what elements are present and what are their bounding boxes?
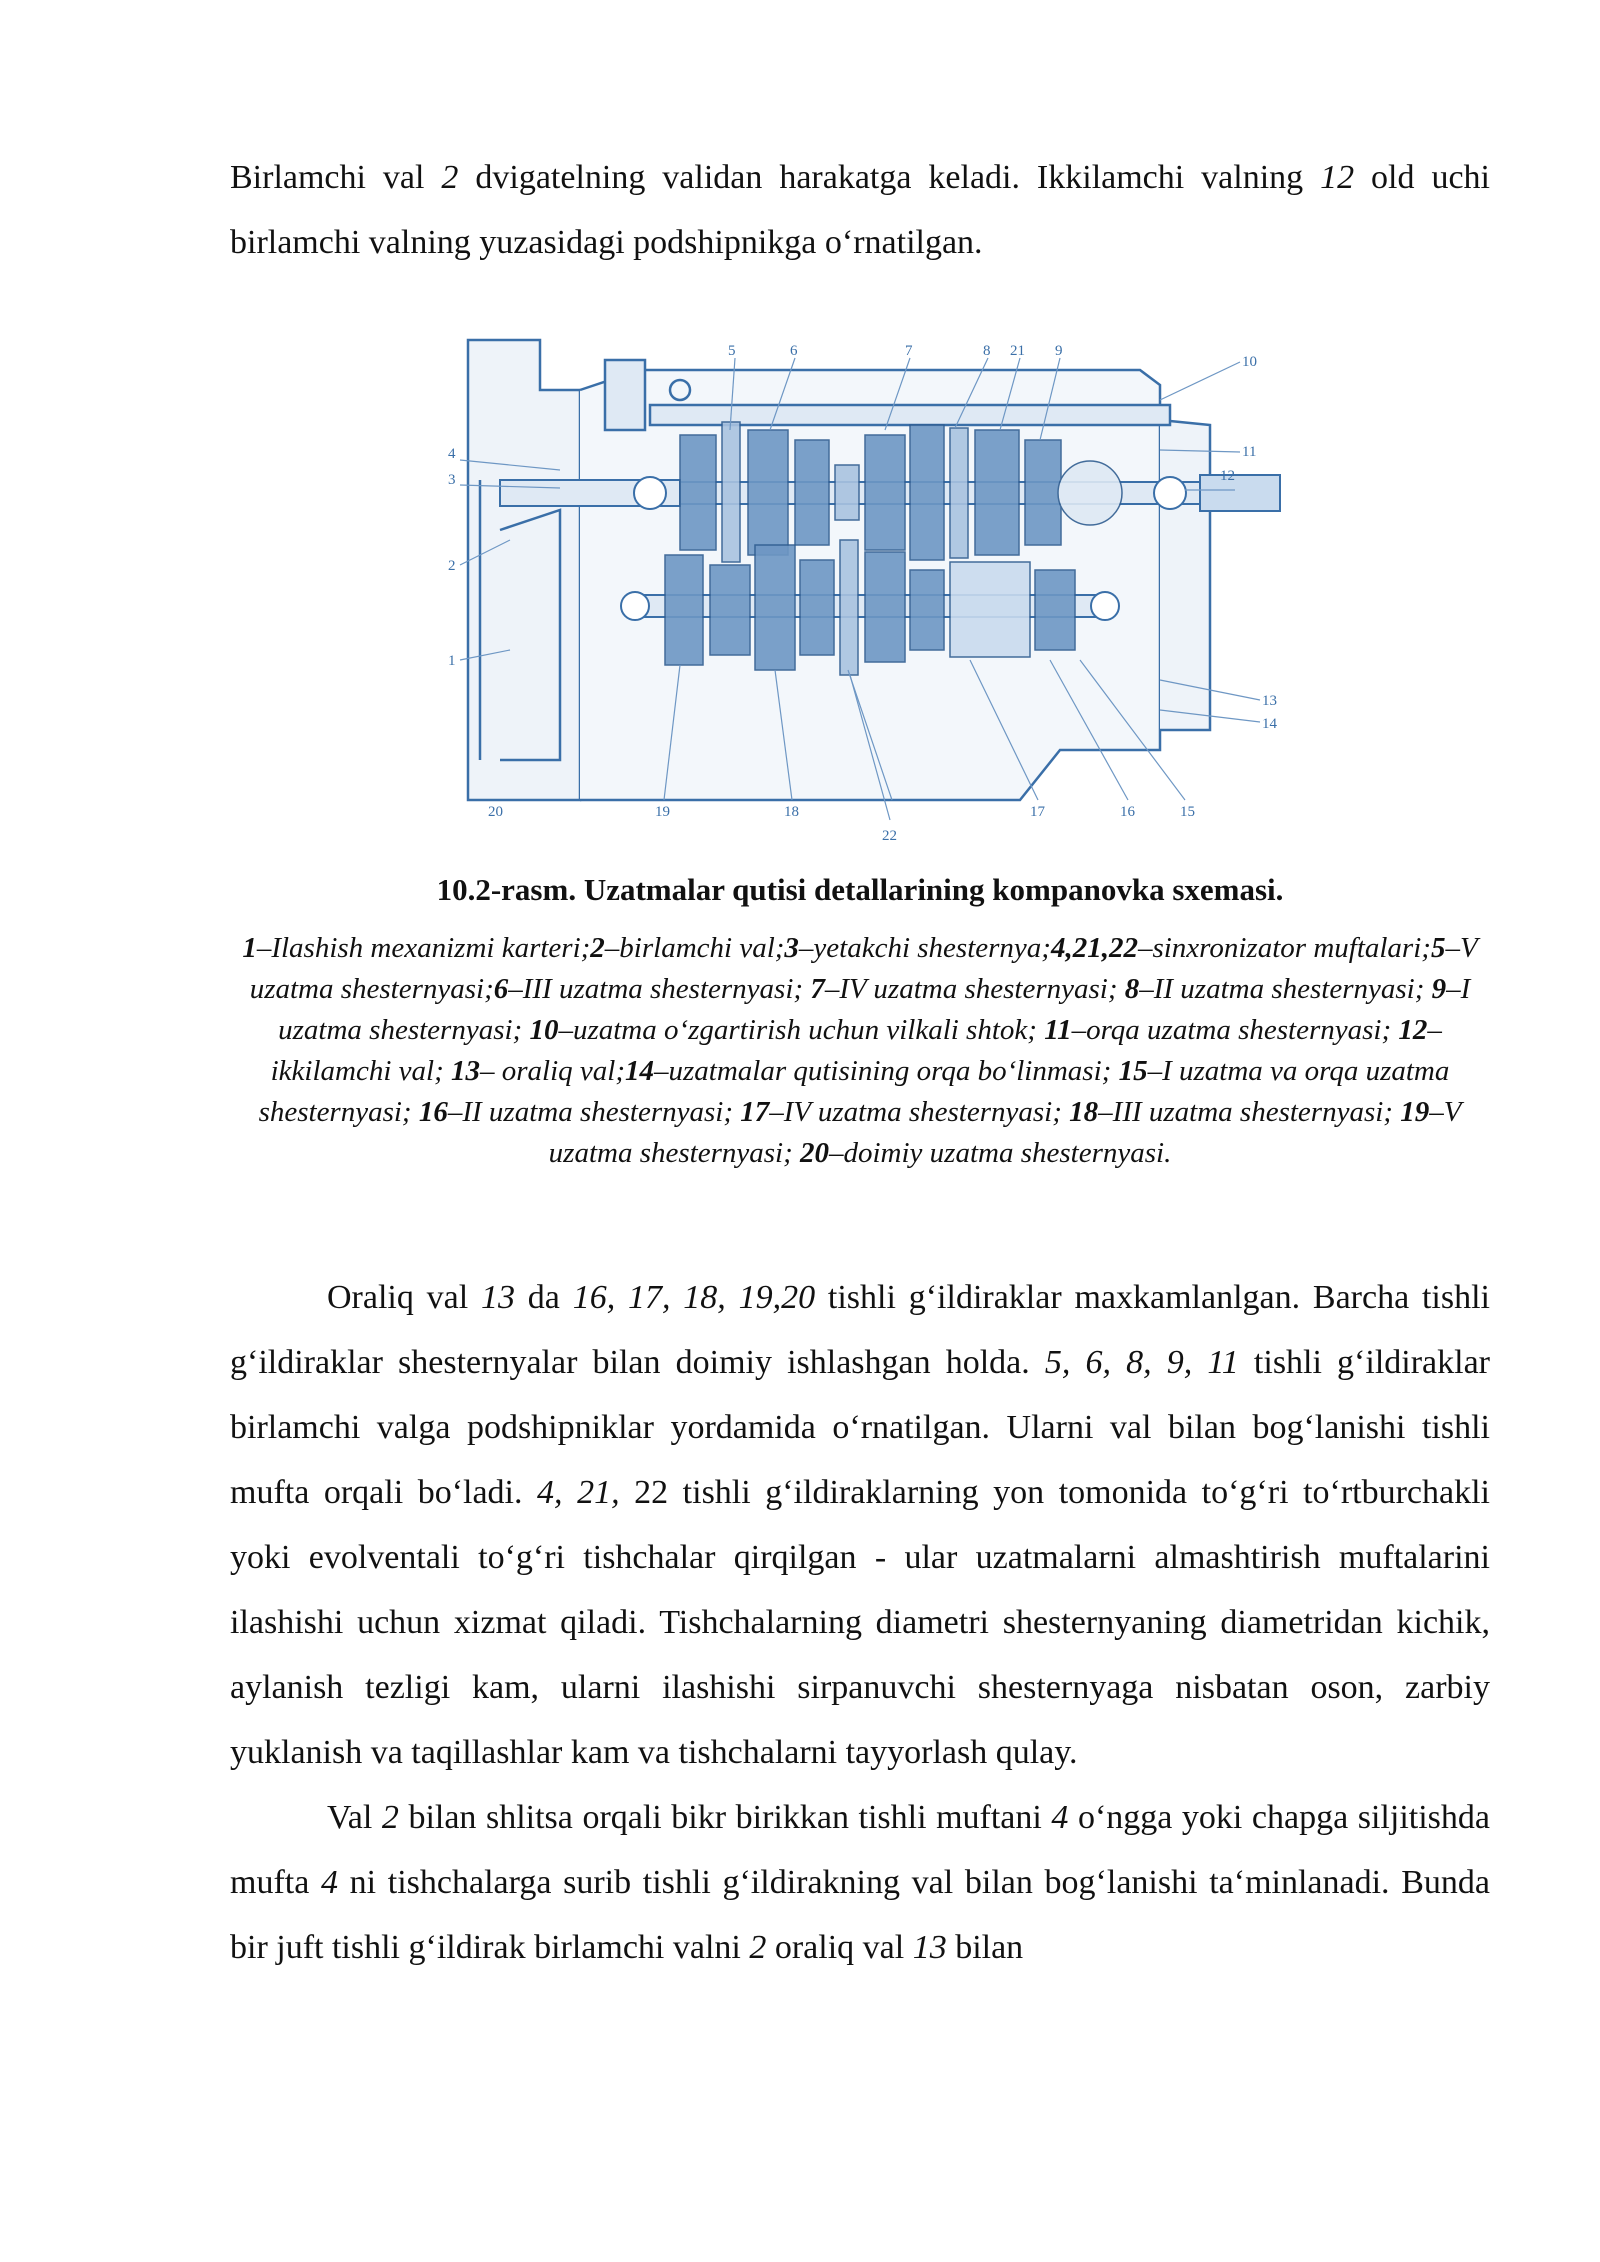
legend-number: 12 [1398, 1014, 1428, 1046]
part-label: 2 [448, 558, 456, 574]
paragraph-val-2 [230, 1785, 1490, 1980]
text: tishli g‘ildiraklar maxkamlanlgan. Barcha tishli g‘ildiraklar shesternyalar bilan doimiy ishlashgan holda. [230, 1279, 1491, 1381]
ref-number: 4, 21, [537, 1474, 620, 1511]
legend-number: 18 [1069, 1096, 1099, 1128]
part-label: 4 [448, 446, 456, 462]
legend-number: 17 [740, 1096, 770, 1128]
legend-number: 6 [493, 973, 509, 1005]
legend-text: –IV uzatma shesternyasi; [769, 1096, 1070, 1128]
text: tishli g‘ildiraklar birlamchi valga podshipniklar yordamida o‘rnatilgan. Ularni val bilan bog‘lanishi tishli mufta orqali bo‘ladi. [230, 1344, 1490, 1511]
part-label: 21 [1010, 343, 1025, 359]
ref-number: 5, 6, 8, 9, 11 [1044, 1344, 1239, 1381]
text: Val [327, 1799, 382, 1836]
text: ni tishchalarga surib tishli g‘ildirakning val bilan bog‘lanishi ta‘minlanadi. Bunda bir juft tishli g‘ildirak birlamchi valni [230, 1864, 1490, 1966]
text: Oraliq val [327, 1279, 481, 1316]
ref-number: 2 [381, 1799, 399, 1836]
ref-number: 2 [441, 159, 459, 196]
part-label: 22 [882, 828, 897, 844]
legend-number: 14 [624, 1055, 654, 1087]
legend-text: –ikkilamchi val; [270, 1014, 1442, 1087]
legend-number: 11 [1044, 1014, 1072, 1046]
legend-text: –V uzatma shesternyasi; [548, 1096, 1462, 1169]
ref-number: 13 [912, 1929, 947, 1966]
text: bilan [946, 1929, 1024, 1966]
legend-text: –III uzatma shesternyasi; [508, 973, 811, 1005]
text: Birlamchi val [230, 159, 442, 196]
legend-number: 8 [1124, 973, 1140, 1005]
paragraph-oraliq-val [230, 1265, 1490, 1785]
legend-number: 19 [1400, 1096, 1430, 1128]
legend-number: 2 [590, 932, 605, 964]
legend-number: 5 [1430, 932, 1446, 964]
part-label: 14 [1262, 716, 1277, 732]
housing [468, 340, 1210, 800]
part-label: 19 [655, 804, 670, 820]
legend-text: –sinxronizator muftalari; [1137, 932, 1431, 964]
text: oraliq val [766, 1929, 913, 1966]
legend-number: 10 [529, 1014, 559, 1046]
part-label: 20 [488, 804, 503, 820]
part-label: 15 [1180, 804, 1195, 820]
gearbox-diagram [440, 330, 1310, 850]
text: 22 tishli g‘ildiraklarning yon tomonida to‘g‘ri to‘rtburchakli yoki evolventali to‘g‘ri tishchalar qirqilgan - ular uzatmalarni almashtirish muftalarini ilashishi uchun xizmat qiladi. Tishchalarning diametri shesternyaning diametridan kichik, aylanish tezligi kam, ularni ilashishi sirpanuvchi shesternyaga nisbatan oson, zarbiy yuklanish va taqillashlar kam va tishchalarni tayyorlash qulay. [230, 1474, 1491, 1771]
legend-text: –birlamchi val; [604, 932, 785, 964]
ref-number: 12 [1320, 159, 1355, 196]
part-label: 1 [448, 653, 456, 669]
paragraph-intro [230, 145, 1490, 275]
legend-number: 13 [450, 1055, 480, 1087]
legend-text: –doimiy uzatma shesternyasi. [828, 1137, 1172, 1169]
part-label: 17 [1030, 804, 1045, 820]
ref-number: 4 [320, 1864, 338, 1901]
ref-number: 4 [1051, 1799, 1069, 1836]
part-label: 12 [1220, 468, 1235, 484]
part-label: 13 [1262, 693, 1277, 709]
part-label: 16 [1120, 804, 1135, 820]
part-label: 10 [1242, 354, 1257, 370]
legend-text: –IV uzatma shesternyasi; [824, 973, 1125, 1005]
legend-text: –yetakchi shesternya; [798, 932, 1051, 964]
figure-caption-legend [230, 928, 1490, 1174]
legend-number: 9 [1431, 973, 1447, 1005]
text: da [515, 1279, 573, 1316]
legend-text: –Ilashish mexanizmi karteri; [256, 932, 591, 964]
legend-text: –uzatma o‘zgartirish uchun vilkali shtok; [558, 1014, 1045, 1046]
part-label: 6 [790, 343, 798, 359]
part-label: 18 [784, 804, 799, 820]
legend-number: 3 [784, 932, 799, 964]
legend-text: –orqa uzatma shesternyasi; [1071, 1014, 1399, 1046]
legend-text: –III uzatma shesternyasi; [1098, 1096, 1401, 1128]
part-label: 8 [983, 343, 991, 359]
body-text [230, 1265, 1490, 1980]
legend-number: 4,21,22 [1050, 932, 1138, 964]
legend-text: –uzatmalar qutisining orqa bo‘linmasi; [653, 1055, 1119, 1087]
part-label: 5 [728, 343, 736, 359]
text: dvigatelning validan harakatga keladi. Ikkilamchi valning [458, 159, 1321, 196]
part-label: 7 [905, 343, 913, 359]
part-label: 11 [1242, 444, 1257, 460]
legend-number: 16 [418, 1096, 448, 1128]
ref-number: 13 [481, 1279, 515, 1316]
legend-text: – oraliq val; [479, 1055, 625, 1087]
text: o‘ngga yoki chapga siljitishda mufta [230, 1799, 1490, 1901]
legend-number: 7 [810, 973, 825, 1005]
legend-text: –I uzatma shesternyasi; [278, 973, 1471, 1046]
legend-text: –II uzatma shesternyasi; [1139, 973, 1432, 1005]
ref-number: 2 [749, 1929, 767, 1966]
part-label: 3 [448, 472, 456, 488]
text: old uchi birlamchi valning yuzasidagi podshipnikga o‘rnatilgan. [230, 159, 1490, 261]
legend-number: 15 [1118, 1055, 1148, 1087]
figure-caption-title: 10.2-rasm. Uzatmalar qutisi detallarining kompanovka sxemasi. [436, 872, 1284, 907]
legend-number: 1 [242, 932, 257, 964]
legend-text: –V uzatma shesternyasi; [249, 932, 1478, 1005]
legend-text: –II uzatma shesternyasi; [447, 1096, 741, 1128]
text: bilan shlitsa orqali bikr birikkan tishli muftani [398, 1799, 1052, 1836]
part-label: 9 [1055, 343, 1063, 359]
ref-number: 16, 17, 18, 19,20 [572, 1279, 816, 1316]
legend-text: –I uzatma va orqa uzatma shesternyasi; [258, 1055, 1450, 1128]
legend-number: 20 [799, 1137, 829, 1169]
